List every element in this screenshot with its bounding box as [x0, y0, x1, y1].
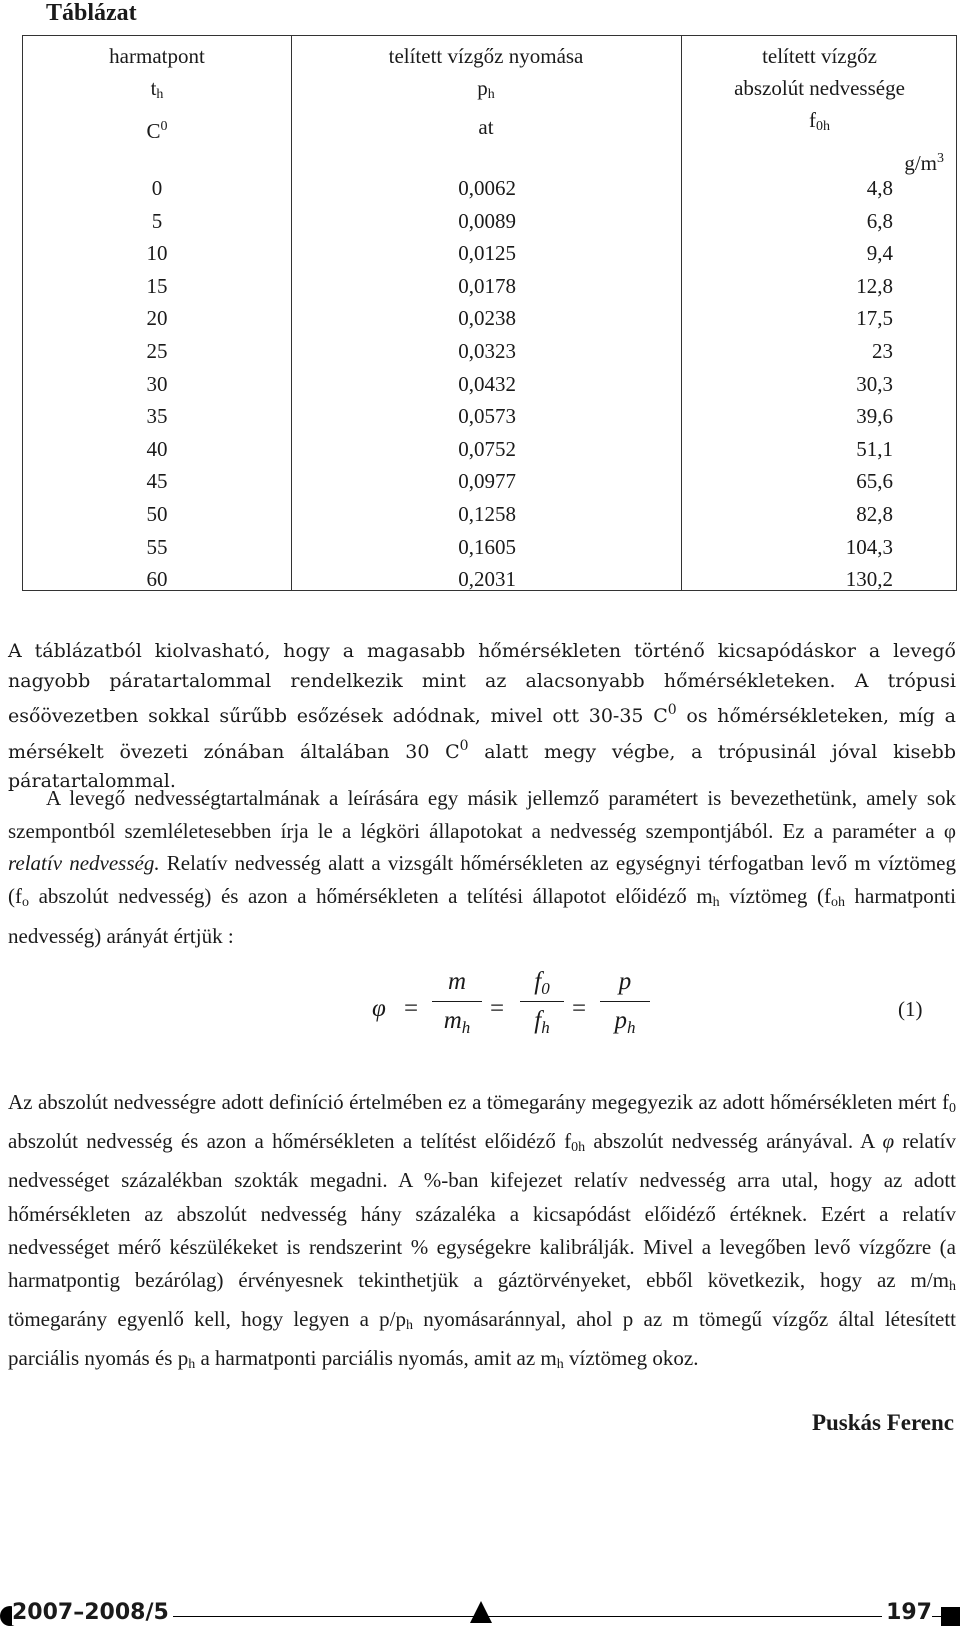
table-row — [23, 172, 956, 205]
cell-pressure: 0,0323 — [458, 338, 516, 363]
cell-dewpoint: 5 — [151, 208, 163, 233]
table-row — [23, 563, 956, 596]
cell-pressure: 0,0125 — [458, 241, 516, 266]
col-header-dewpoint: harmatpont $t_h$ $C^0$ — [109, 44, 205, 143]
author-name: Puskás Ferenc — [811, 1410, 954, 1435]
table-row — [23, 400, 956, 433]
fraction-humidity: $f_0$ $f_h$ — [520, 965, 564, 1038]
relative-humidity-formula: φ = m $m_h$ = $f_0$ $f_h$ = p $p_h$ — [360, 965, 660, 1065]
cell-dewpoint: 55 — [146, 534, 168, 559]
table-row — [23, 270, 956, 303]
col-header-abs-humidity: telített vízgőz abszolút nedvessége $f_{0h}$ $g/m^3$ — [734, 44, 944, 175]
cell-abs-humidity: 104,3 — [845, 534, 893, 559]
fraction-pressure: p $p_h$ — [600, 965, 650, 1038]
table-heading: Táblázat — [46, 0, 137, 26]
table-body — [23, 172, 956, 596]
cell-abs-humidity: 4,8 — [866, 176, 893, 200]
cell-pressure: 0,2031 — [458, 567, 516, 592]
cell-abs-humidity: 130,2 — [845, 567, 893, 592]
table-row — [23, 433, 956, 466]
triangle-icon — [470, 1601, 492, 1623]
cell-abs-humidity: 30,3 — [856, 371, 893, 396]
cell-dewpoint: 0 — [151, 176, 163, 200]
cell-pressure: 0,0432 — [458, 371, 516, 396]
fraction-mass: m $m_h$ — [432, 965, 482, 1038]
cell-pressure: 0,0062 — [458, 176, 516, 200]
table-row — [23, 302, 956, 335]
cell-pressure: 0,1258 — [458, 501, 516, 526]
cell-dewpoint: 60 — [146, 567, 168, 592]
cell-dewpoint: 50 — [146, 501, 168, 526]
cell-abs-humidity: 51,1 — [856, 436, 893, 461]
cell-abs-humidity: 65,6 — [856, 469, 893, 494]
cell-dewpoint: 20 — [146, 306, 168, 331]
square-icon — [941, 1607, 960, 1626]
table-row — [23, 237, 956, 270]
cell-dewpoint: 35 — [146, 404, 168, 429]
paragraph-1: A táblázatból kiolvasható, hogy a magasabb hőmérsékleten történő kicsapódáskor a levegő nagyobb páratartalommal rendelkezik mint az alacsonyabb hőmérsékleteken. A trópusi esőövezetben sokkal sűrűbb esőzések adódnak, mivel ott 30-35 $C^0$ os hőmérsékleteken, míg a mérsékelt övezeti zónában általában 30 $C^0$ alatt megy végbe, a trópusinál jóval kisebb páratartalommal. — [8, 640, 956, 793]
cell-dewpoint: 15 — [146, 273, 168, 298]
col-header-pressure: telített vízgőz nyomása $p_h$ at — [388, 44, 584, 139]
humidity-table — [22, 35, 957, 591]
cell-abs-humidity: 9,4 — [866, 241, 893, 266]
cell-pressure: 0,0977 — [458, 469, 516, 494]
cell-abs-humidity: 6,8 — [866, 208, 893, 233]
cell-abs-humidity: 82,8 — [856, 501, 893, 526]
cell-dewpoint: 30 — [146, 371, 168, 396]
cell-pressure: 0,0089 — [458, 208, 516, 233]
issue-number: 2007–2008/5 — [12, 1600, 173, 1625]
table-row — [23, 531, 956, 564]
table-row — [23, 465, 956, 498]
cell-abs-humidity: 39,6 — [856, 404, 893, 429]
cell-pressure: 0,0573 — [458, 404, 516, 429]
cell-dewpoint: 25 — [146, 338, 168, 363]
cell-pressure: 0,0752 — [458, 436, 516, 461]
cell-dewpoint: 40 — [146, 436, 168, 461]
cell-pressure: 0,0178 — [458, 273, 516, 298]
cell-dewpoint: 45 — [146, 469, 168, 494]
cell-abs-humidity: 12,8 — [856, 273, 893, 298]
table-row — [23, 368, 956, 401]
page-number: 197 — [882, 1600, 932, 1625]
table-row — [23, 335, 956, 368]
cell-pressure: 0,1605 — [458, 534, 516, 559]
cell-dewpoint: 10 — [146, 241, 168, 266]
cell-abs-humidity: 23 — [872, 338, 893, 363]
page-footer — [0, 1585, 960, 1630]
paragraph-2: A levegő nedvességtartalmának a leírására egy másik jellemző paramétert is bevezethetünk, amely sok szempontból szemléletesebben írja le a légköri állapotokat a nedvesség szempontjából. Ez a paraméter a φ relatív nedvesség. Relatív nedvesség alatt a vizsgált hőmérsékleten az egységnyi térfogatban levő m víztömeg ($f_o$ abszolút nedvesség) és azon a hőmérsékleten a telítési állapotot előidéző $m_h$ víztömeg ($f_{oh}$ harmatponti nedvesség) arányát értjük : — [8, 786, 956, 948]
paragraph-3: Az abszolút nedvességre adott definíció értelmében ez a tömegarány megegyezik az adott hőmérsékleten mért $f_0$ abszolút nedvesség és azon a hőmérsékleten a telítést előidéző $f_{0h}$ abszolút nedvesség arányával. A φ relatív nedvességet százalékban szokták megadni. A %-ban kifejezet relatív nedvesség arra utal, hogy az adott hőmérsékleten az abszolút nedvesség hány százaléka a kicsapódást előidéző értéknek. Ezért a relatív nedvességet mérő készülékeket is rendszerint % egységekre kalibrálják. Mivel a levegőben levő vízgőzre (a harmatpontig bezárólag) érvényesnek tekinthetjük a gáztörvényeket, ebből következik, hogy az $m/m_h$ tömegarány egyenlő kell, hogy legyen a $p/p_h$ nyomásaránnyal, ahol p az m tömegű vízgőz által létesített parciális nyomás és $p_h$ a harmatponti parciális nyomás, amit az $m_h$ víztömeg okoz. — [8, 1090, 957, 1373]
cell-abs-humidity: 17,5 — [856, 306, 893, 331]
cell-pressure: 0,0238 — [458, 306, 516, 331]
table-row — [23, 498, 956, 531]
equation-number: (1) — [898, 997, 923, 1021]
table-row — [23, 205, 956, 238]
